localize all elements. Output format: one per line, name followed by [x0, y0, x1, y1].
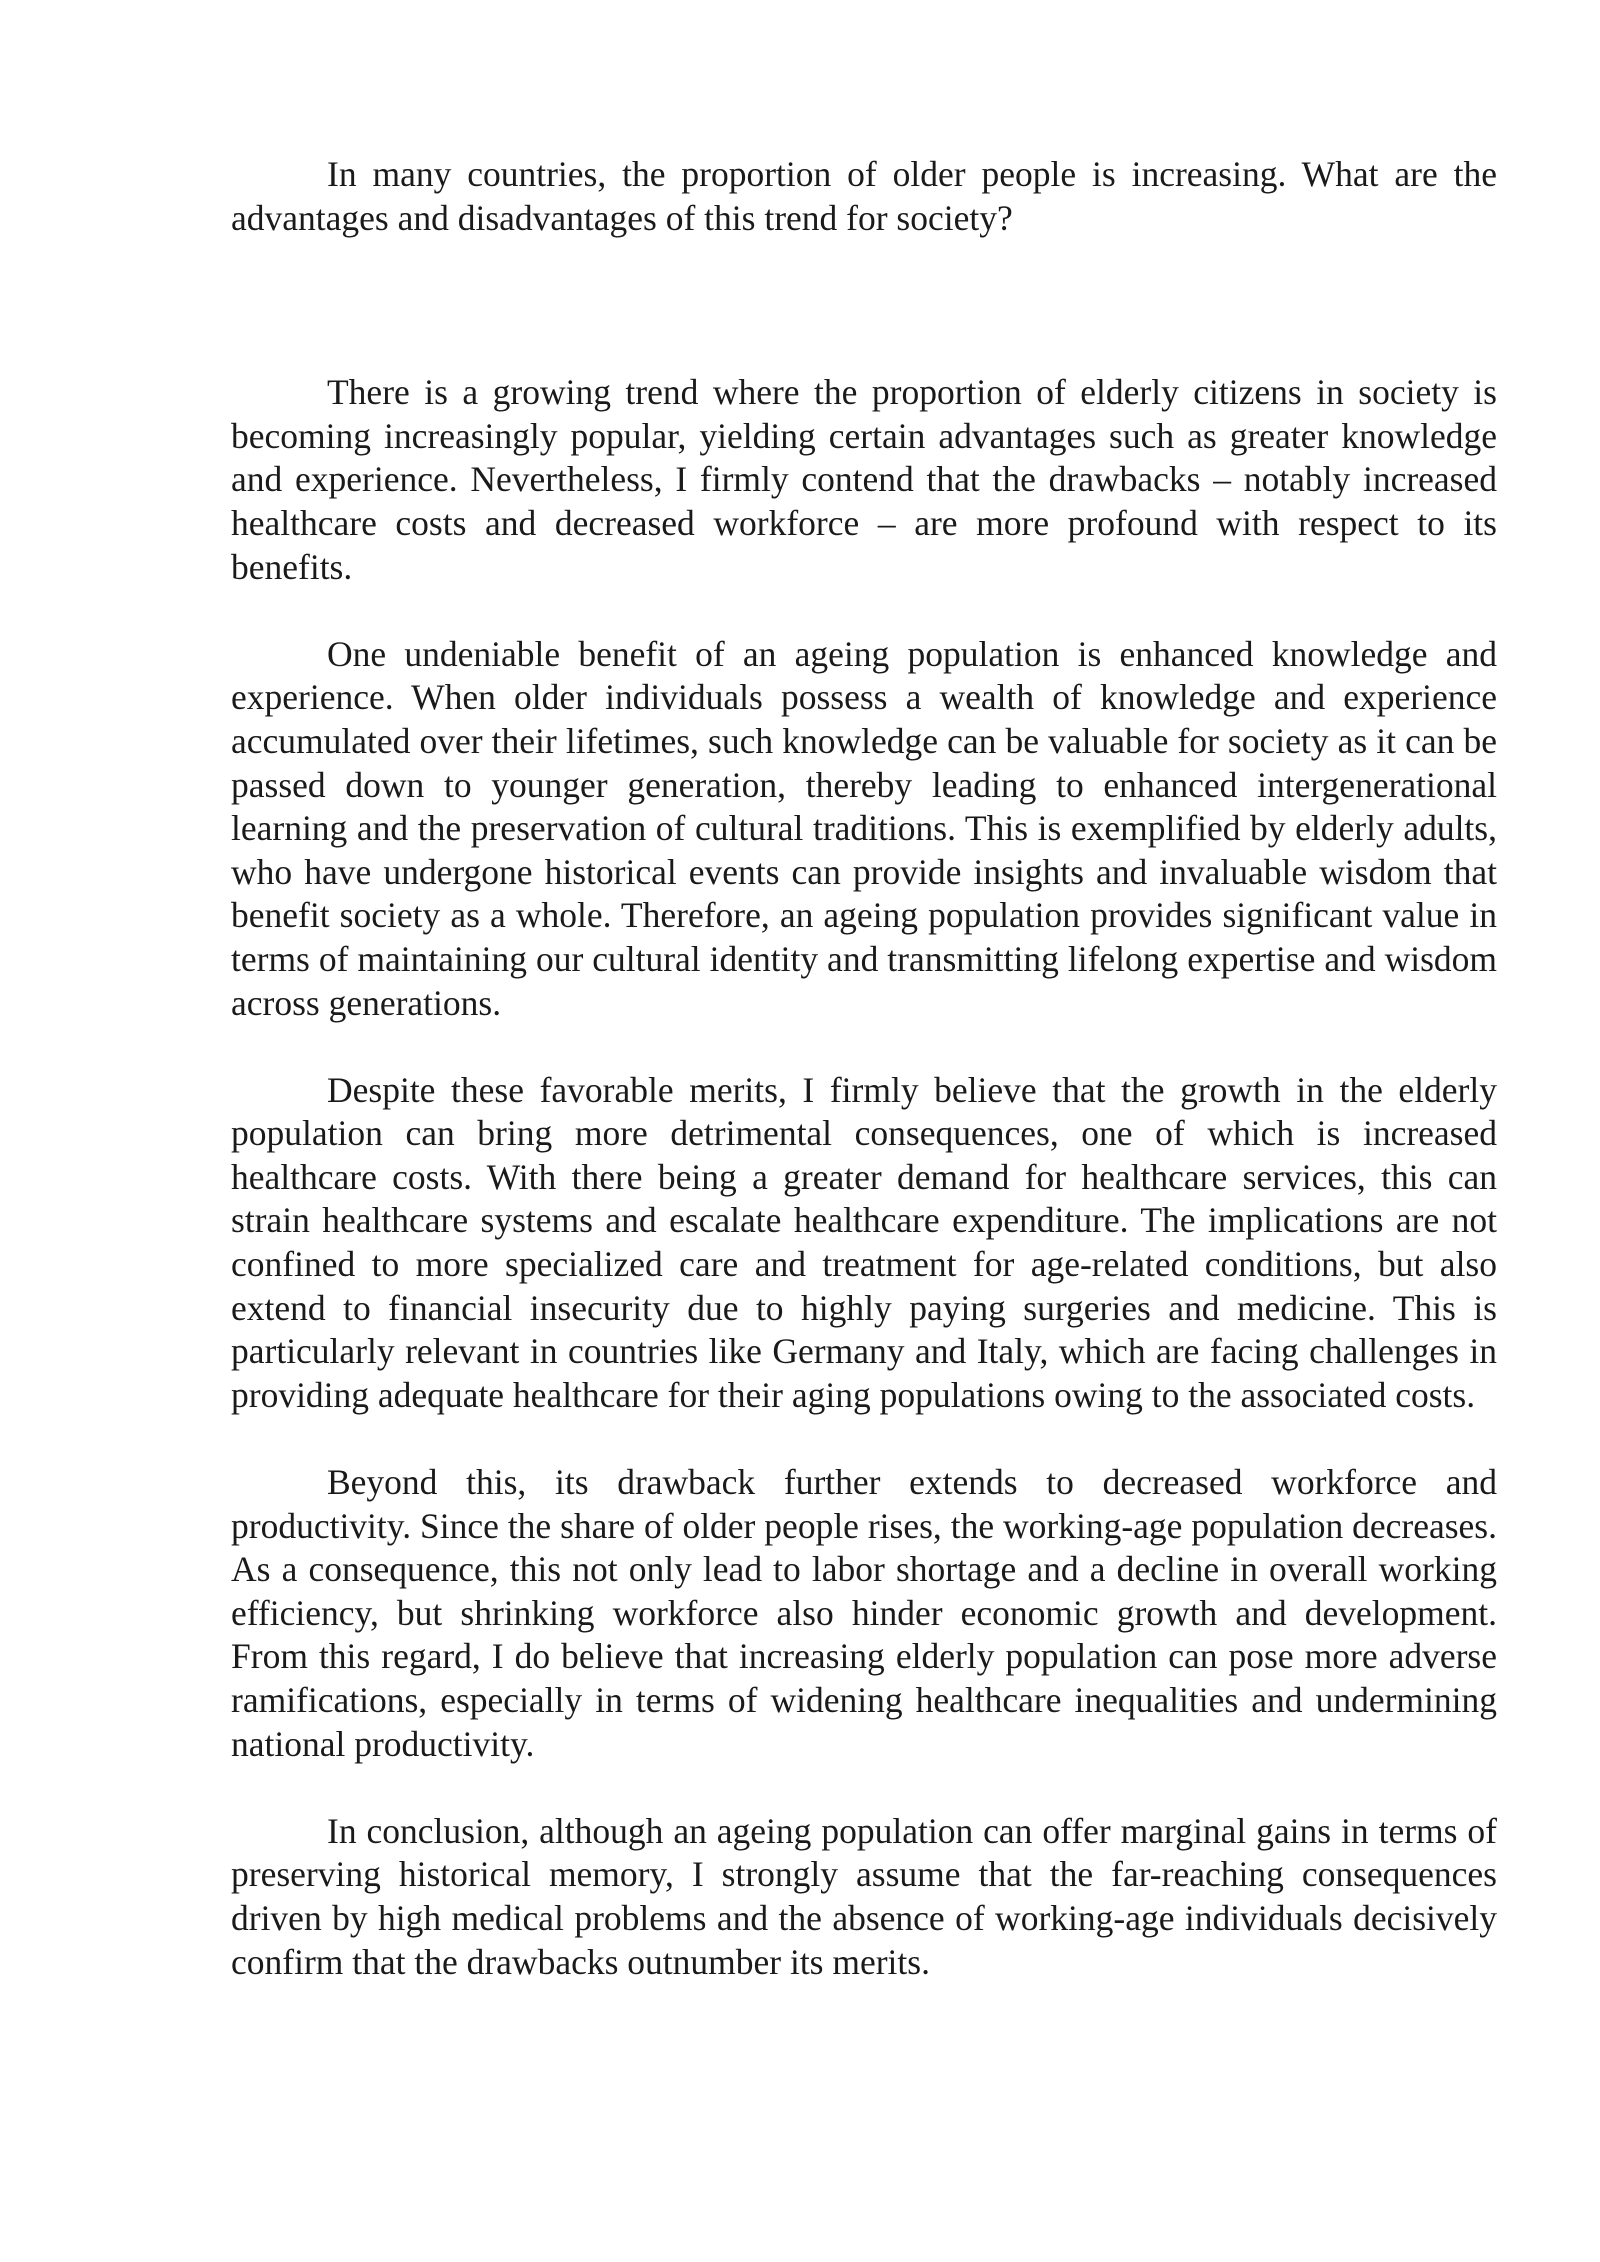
body-paragraph-workforce: Beyond this, its drawback further extends to decreased workforce and productivity. Since the share of older people rises, the working-age population decreases. As a consequence, this not only lead to labor shortage and a decline in overall working efficiency, but shrinking workforce also hinder economic growth and development. From this regard, I do believe that increasing elderly population can pose more adverse ramifications, especially in terms of widening healthcare inequalities and undermining national productivity. — [231, 1462, 1497, 1764]
introduction-paragraph: There is a growing trend where the proportion of elderly citizens in society is becoming increasingly popular, yielding certain advantages such as greater knowledge and experience. Nevertheless, I firmly contend that the drawbacks – notably increased healthcare costs and decreased workforce – are more profound with respect to its benefits. — [231, 372, 1497, 587]
document-body — [231, 153, 1497, 1984]
essay-prompt: In many countries, the proportion of older people is increasing. What are the advantages and disadvantages of this trend for society? — [231, 154, 1497, 238]
body-paragraph-advantages: One undeniable benefit of an ageing population is enhanced knowledge and experience. When older individuals possess a wealth of knowledge and experience accumulated over their lifetimes, such knowledge can be valuable for society as it can be passed down to younger generation, thereby leading to enhanced intergenerational learning and the preservation of cultural traditions. This is exemplified by elderly adults, who have undergone historical events can provide insights and invaluable wisdom that benefit society as a whole. Therefore, an ageing population provides significant value in terms of maintaining our cultural identity and transmitting lifelong expertise and wisdom across generations. — [231, 633, 1497, 1023]
body-paragraph-healthcare-costs: Despite these favorable merits, I firmly believe that the growth in the elderly population can bring more detrimental consequences, one of which is increased healthcare costs. With there being a greater demand for healthcare services, this can strain healthcare systems and escalate healthcare expenditure. The implications are not confined to more specialized care and treatment for age-related conditions, but also extend to financial insecurity due to highly paying surgeries and medicine. This is particularly relevant in countries like Germany and Italy, which are facing challenges in providing adequate healthcare for their aging populations owing to the associated costs. — [231, 1069, 1497, 1415]
conclusion-paragraph: In conclusion, although an ageing population can offer marginal gains in terms of preserving historical memory, I strongly assume that the far-reaching consequences driven by high medical problems and the absence of working-age individuals decisively confirm that the drawbacks outnumber its merits. — [231, 1810, 1497, 1982]
